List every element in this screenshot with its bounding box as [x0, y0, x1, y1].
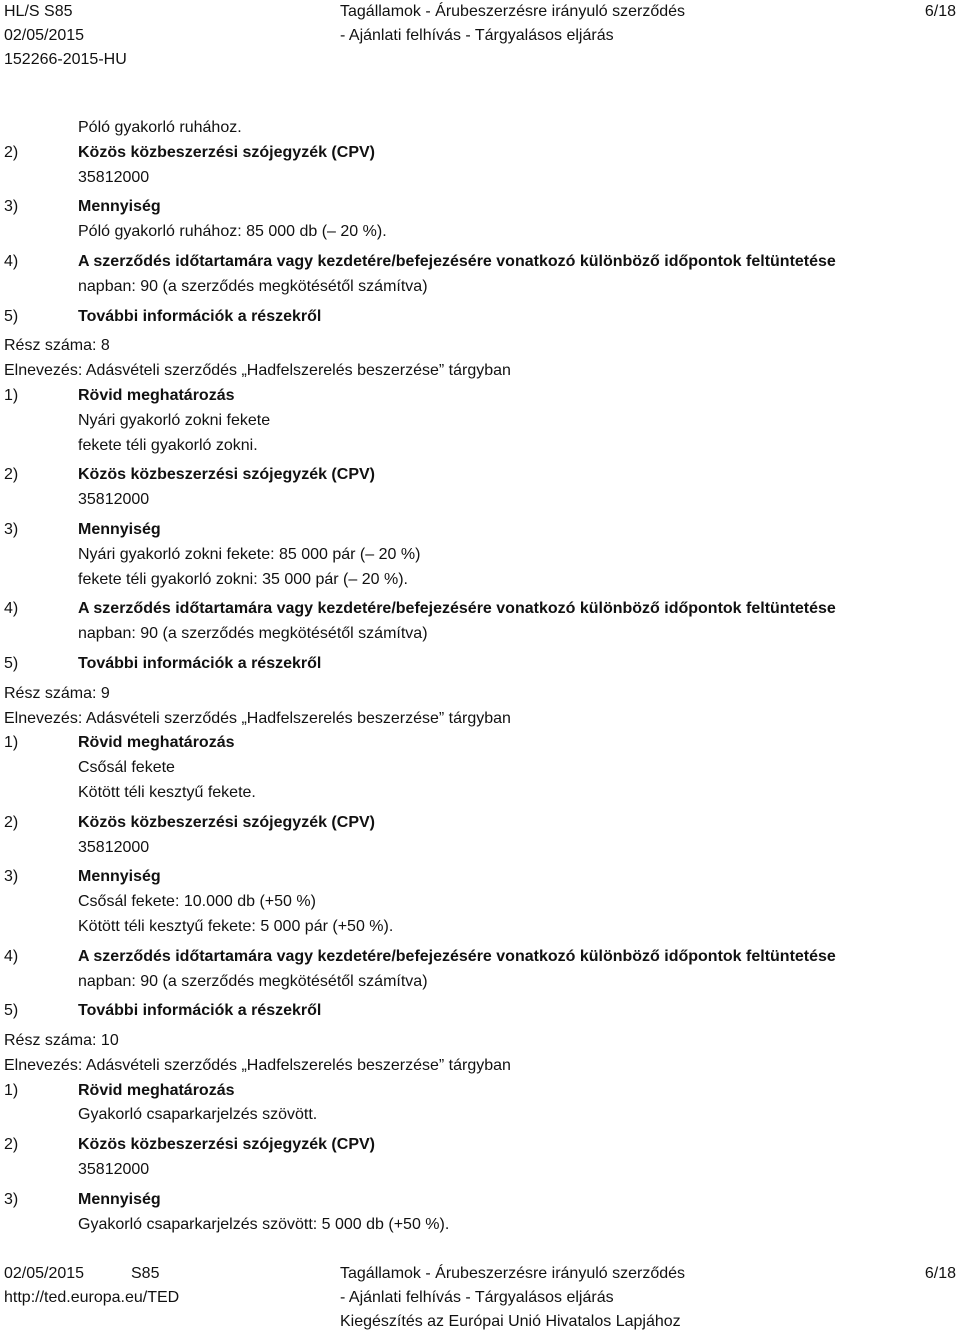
header-doc-id: HL/S S85 — [4, 3, 73, 20]
lot10-cpv-heading: 2) Közös közbeszerzési szójegyzék (CPV) — [4, 1136, 375, 1154]
page-footer — [0, 1262, 960, 1334]
lot10-qty-1: Gyakorló csaparkarjelzés szövött: 5 000 db (+50 %). — [78, 1215, 450, 1233]
footer-center-line-2: - Ajánlati felhívás - Tárgyalásos eljárás — [340, 1289, 614, 1306]
lot9-info-heading: 5) További információk a részekről — [4, 1002, 322, 1020]
lot8-duration-heading: 4) A szerződés időtartamára vagy kezdetére/befejezésére vonatkozó különböző időpontok feltüntetése — [4, 600, 836, 618]
lot8-cpv-code: 35812000 — [78, 491, 150, 509]
lot8-qty-heading: 3) Mennyiség — [4, 520, 161, 538]
lot9-desc-1: Csősál fekete — [78, 759, 175, 777]
document-body — [0, 116, 960, 1237]
lot9-duration-heading: 4) A szerződés időtartamára vagy kezdetére/befejezésére vonatkozó különböző időpontok feltüntetése — [4, 947, 836, 965]
footer-url[interactable]: http://ted.europa.eu/TED — [4, 1289, 180, 1306]
lot7-duration-value: napban: 90 (a szerződés megkötésétől számítva) — [78, 277, 428, 295]
lot10-qty-heading: 3) Mennyiség — [4, 1190, 161, 1208]
lot7-cpv-code: 35812000 — [78, 168, 150, 186]
footer-page-number: 6/18 — [924, 1265, 956, 1282]
lot10-title: Elnevezés: Adásvételi szerződés „Hadfelszerelés beszerzése” tárgyban — [4, 1056, 511, 1074]
header-center-line-1: Tagállamok - Árubeszerzésre irányuló szerződés — [340, 3, 686, 20]
lot8-cpv-heading: 2) Közös közbeszerzési szójegyzék (CPV) — [4, 466, 375, 484]
lot9-desc-2: Kötött téli kesztyű fekete. — [78, 783, 256, 801]
header-date: 02/05/2015 — [4, 27, 85, 44]
lot9-qty-heading: 3) Mennyiség — [4, 868, 161, 886]
lot9-short-heading: 1) Rövid meghatározás — [4, 734, 235, 752]
lot7-desc: Póló gyakorló ruhához. — [78, 119, 242, 136]
lot10-number: Rész száma: 10 — [4, 1032, 119, 1050]
lot10-desc-1: Gyakorló csaparkarjelzés szövött. — [78, 1106, 318, 1124]
header-left — [4, 0, 127, 72]
lot10-short-heading: 1) Rövid meghatározás — [4, 1081, 235, 1099]
footer-date: 02/05/2015 — [4, 1265, 85, 1282]
lot7-qty-value: Póló gyakorló ruhához: 85 000 db (– 20 %). — [78, 223, 387, 241]
lot8-qty-1: Nyári gyakorló zokni fekete: 85 000 pár (– 20 %) — [78, 545, 421, 563]
lot8-desc-2: fekete téli gyakorló zokni. — [78, 436, 258, 454]
lot8-duration-value: napban: 90 (a szerződés megkötésétől számítva) — [78, 625, 428, 643]
lot8-short-heading: 1) Rövid meghatározás — [4, 386, 235, 404]
lot7-qty-heading: 3) Mennyiség — [4, 198, 161, 216]
lot9-qty-1: Csősál fekete: 10.000 db (+50 %) — [78, 893, 316, 911]
footer-center — [340, 1262, 685, 1334]
lot7-duration-heading: 4) A szerződés időtartamára vagy kezdetére/befejezésére vonatkozó különböző időpontok feltüntetése — [4, 252, 836, 270]
lot9-cpv-heading: 2) Közös közbeszerzési szójegyzék (CPV) — [4, 813, 375, 831]
lot9-duration-value: napban: 90 (a szerződés megkötésétől számítva) — [78, 972, 428, 990]
lot8-number: Rész száma: 8 — [4, 337, 110, 355]
lot7-cpv-heading: 2) Közös közbeszerzési szójegyzék (CPV) — [4, 143, 375, 161]
footer-center-line-1: Tagállamok - Árubeszerzésre irányuló szerződés — [340, 1265, 686, 1282]
lot8-info-heading: 5) További információk a részekről — [4, 654, 322, 672]
header-center-line-2: - Ajánlati felhívás - Tárgyalásos eljárás — [340, 27, 614, 44]
lot9-cpv-code: 35812000 — [78, 838, 150, 856]
lot9-qty-2: Kötött téli kesztyű fekete: 5 000 pár (+50 %). — [78, 917, 394, 935]
footer-code: S85 — [131, 1265, 160, 1282]
lot7-info-heading: 5) További információk a részekről — [4, 307, 322, 325]
lot8-qty-2: fekete téli gyakorló zokni: 35 000 pár (– 20 %). — [78, 570, 408, 588]
lot8-title: Elnevezés: Adásvételi szerződés „Hadfelszerelés beszerzése” tárgyban — [4, 362, 511, 380]
page-header — [0, 0, 960, 72]
header-notice-number: 152266-2015-HU — [4, 51, 127, 68]
header-page-number: 6/18 — [924, 3, 956, 20]
footer-left — [4, 1262, 179, 1310]
footer-center-line-3: Kiegészítés az Európai Unió Hivatalos Lapjához — [340, 1313, 681, 1330]
lot8-desc-1: Nyári gyakorló zokni fekete — [78, 411, 271, 429]
header-center — [340, 0, 685, 48]
lot9-number: Rész száma: 9 — [4, 684, 110, 702]
lot9-title: Elnevezés: Adásvételi szerződés „Hadfelszerelés beszerzése” tárgyban — [4, 709, 511, 727]
lot10-cpv-code: 35812000 — [78, 1161, 150, 1179]
